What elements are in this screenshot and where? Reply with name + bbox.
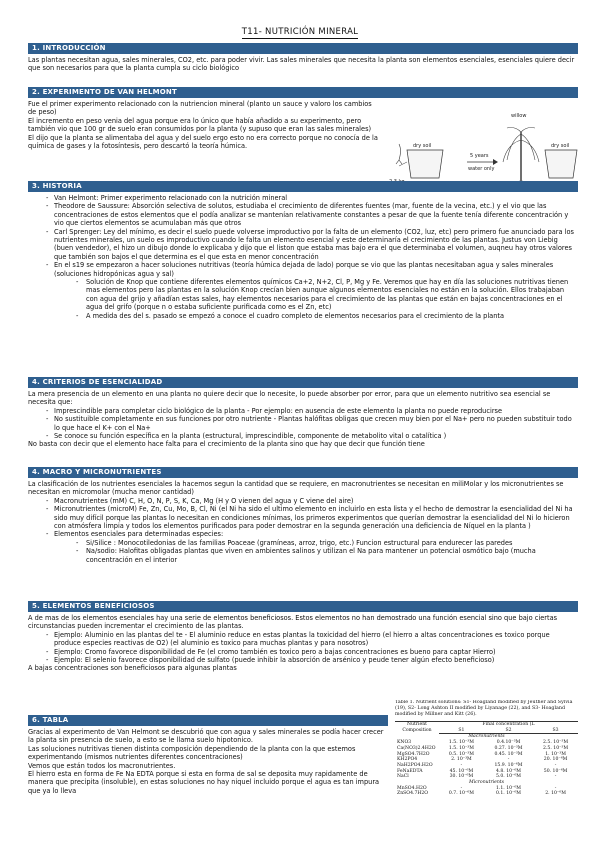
table-cell: 1.5. 10⁻³M: [448, 745, 474, 751]
section-header: 4. CRITERIOS DE ESENCIALIDAD: [28, 377, 578, 388]
list-item: - Micronutrientes (microM) Fe, Zn, Cu, Mo, B, Cl, Ni (el Ni ha sido el ultimo elemento en incluirlo en esta lista y el hecho de demostrar la esencialidad del Ni ha sido muy difícil porque las plantas lo necesitan en condiciones mínimas, los primeros experimentos que querían demostrar la esencialidad del Ni lo hicieron con atmósfera limpia y todos los elementos purificados para poder demostrar en la segunda generación una deficiencia de Níquel en la planta ): [46, 505, 573, 531]
tabla-paragraph: El hierro esta en forma de Fe Na EDTA porque si esta en forma de sal se deposita muy rapidamente de manera que precipita (insoluble), en estas soluciones no hay niquel incluido porque el agua es tan impura que ya lo lleva: [28, 770, 380, 795]
list-item: - Ejemplo: Cromo favorece disponibilidad de Fe (el cromo también es toxico pero a bajas concentraciones es bueno para captar Hierro): [46, 647, 496, 656]
table-cell: FeNaEDTA: [397, 768, 423, 774]
table-cell: -: [554, 774, 557, 780]
section-tabla: [28, 715, 388, 795]
figure-label-dry-soil: dry soil: [551, 143, 570, 149]
table-cell: 1. 10⁻³M: [545, 751, 566, 757]
table-cell: 2.5. 10⁻³M: [543, 740, 569, 746]
section-introduccion: [28, 43, 578, 73]
table-col-header: S3: [533, 728, 578, 734]
table-cell: 5.0. 10⁻⁶M: [495, 774, 522, 780]
list-item: - No sustituible completamente en sus funciones por otro nutriente - Plantas halófitas obligas que crecen muy bien por el Na+ pero no pueden substituir todo lo que hace el K+ con el Na+: [46, 415, 572, 432]
table-header: Nutrient Composition: [395, 722, 439, 734]
table-cell: 0.27. 10⁻³M: [494, 745, 523, 751]
table-cell: Ca(NO3)2.4H2O: [397, 745, 436, 751]
figure-label-willow: willow: [511, 113, 527, 119]
intro-text: Las plantas necesitan agua, sales minerales, CO2, etc. para poder vivir. Las sales minerales que necesita la planta son elementos esenciales, esenciales quiere decir que son necesarios para que la planta cumpla su ciclo biológico: [28, 56, 575, 73]
table-header: Final concentration (L: [439, 722, 578, 728]
section-header: 3. HISTORIA: [28, 181, 578, 192]
nutrient-data-table: [395, 721, 578, 797]
criterios-intro: La mera presencia de un elemento en una planta no quiere decir que lo necesite, lo puede absorber por error, para que un elemento nutritivo sea esencial se necesita que:: [28, 390, 551, 407]
table-cell: -: [554, 785, 557, 791]
table-cell: 15.9. 10⁻⁶M: [494, 762, 523, 768]
table-cell: 2. 10⁻³M: [451, 757, 472, 763]
nutrient-table: [395, 700, 580, 846]
section-header: 5. ELEMENTOS BENEFICIOSOS: [28, 601, 578, 612]
table-caption: Table 1. Nutrient solutions: S1- Hoagland modified by Jeuther and Sylvia (19), S2- Long Ashton II modified by Liyanage (22), and S3- Hoagland modified by Millner and Kitt (26).: [395, 700, 573, 717]
table-cell: 30. 10⁻⁶M: [449, 774, 474, 780]
page-title: T11- NUTRICIÓN MINERAL: [241, 27, 359, 37]
willow-experiment-illustration: [385, 112, 580, 190]
section-macro-micro: [28, 467, 578, 564]
helmont-paragraph: El incremento en peso venia del agua porque era lo único que había añadido a su experimento, pero también vio que 100 gr de suelo eran consumidos por la planta (y supuso que eran las sales minerales): [28, 116, 372, 134]
table-cell: 0.7. 10⁻⁶M: [448, 791, 474, 797]
macro-intro: La clasificación de los nutrientes esenciales la hacemos segun la cantidad que se requiere, en macronutrientes se necesitan en miliMolar y los micronutrientes se necesitan en micromolar (mucha menor cantidad): [28, 480, 564, 497]
table-group-label: Micronutrients: [468, 780, 505, 786]
table-cell: 20. 10⁻⁶M: [543, 757, 568, 763]
list-item: - Van Helmont: Primer experimento relacionado con la nutrición mineral: [46, 194, 288, 202]
sub-list-item: - Solución de Knop que contiene diferentes elementos químicos Ca+2, N+2, Cl, P, Mg y Fe. Veremos que hay en día las soluciones nutritivas tienen mas elementos pero las plantas en la solución Knop crecían bien aunque algunos elementos esenciales no están en la solución. Ellos trabajaban con agua del grijo y añadían estas sales, hay elementos necesarios para el crecimiento de las plantas que están en bajas concentraciones en el agua del grifo (porque n o estaba suficiente purificada como es el Zn, etc): [76, 278, 569, 312]
table-cell: 1.1. 10⁻⁶M: [495, 785, 522, 791]
section-header: 6. TABLA: [28, 715, 388, 726]
list-item: - Se conoce su función específica en la planta (estructural, imprescindible, componente de metabolito vital o catalítica ): [46, 432, 447, 441]
table-row: [395, 791, 578, 797]
section-header: 2. EXPERIMENTO DE VAN HELMONT: [28, 87, 578, 98]
helmont-paragraph: Fue el primer experimento relacionado con la nutriencion mineral (planto un sauce y valoro los cambios de peso): [28, 100, 372, 117]
van-helmont-figure: [385, 112, 580, 190]
list-item: - Elementos esenciales para determinadas especies:: [46, 530, 224, 539]
table-cell: -: [507, 757, 510, 763]
table-col-header: S1: [439, 728, 484, 734]
table-cell: -: [460, 785, 463, 791]
table-cell: MgSO4.7H2O: [397, 751, 430, 757]
beneficiosos-closing: A bajas concentraciones son beneficiosos para algunas plantas: [28, 664, 237, 673]
tabla-paragraph: Las soluciones nutritivas tienen distinta composición dependiendo de la planta con la que estemos experimentando (mismos nutrientes diferentes concentraciones): [28, 744, 356, 762]
sub-list-item: - Si/Silice : Monocotiledonias de las familias Poaceae (gramíneas, arroz, trigo, etc.) Funcion estructural para endurecer las paredes: [76, 538, 513, 547]
list-item: - Carl Sprenger: Ley del mínimo, es decir el suelo puede volverse improductivo por la falta de un elemento (CO2, luz, etc) pero primero fue anunciado para los nutrientes minerales, un suelo es improductivo cuando le falta un elemento esencial y este determinaría el crecimiento de las plantas. Justus von Liebig (buen vendedor), el hizo un dibujo donde lo explicaba y dijo que el liston que estaba mas bajo era el que determinaba el volumen, auqneu hay otros valores que también son bajos el que determina es el que esta en menor concentración: [46, 227, 574, 261]
table-cell: 0.5. 10⁻³M: [448, 751, 474, 757]
table-cell: 1.5. 10⁻³M: [448, 740, 474, 746]
section-beneficiosos: [28, 601, 578, 673]
section-historia: [28, 181, 578, 320]
list-item: - En el s19 se empezaron a hacer soluciones nutritivas (teoría húmica dejada de lado) porque se vio que las plantas necesitaban agua y sales minerales (soluciones hidropónicas agua y sal): [46, 261, 554, 278]
section-header: 4. MACRO Y MICRONUTRIENTES: [28, 467, 578, 478]
list-item: - Ejemplo: El selenio favorece disponibilidad de sulfato (puede inhibir la absorción de arsénico y peude tener algún efecto beneficioso): [46, 656, 495, 665]
table-cell: -: [460, 762, 463, 768]
table-cell: MnSO4.H2O: [397, 785, 427, 791]
section-criterios: [28, 377, 578, 449]
list-item: - Ejemplo: Aluminio en las plantas del te - El aluminio reduce en estas plantas la toxicidad del hierro (el hierro a altas concentraciones es toxico porque produce especies reactivas de O2) (el aluminio es toxico para muchas plantas y para nosotros): [46, 630, 550, 648]
table-cell: 50. 10⁻⁶M: [543, 768, 568, 774]
table-cell: 0.45. 10⁻³M: [494, 751, 523, 757]
tabla-paragraph: Vemos que están todos los macronutrientes.: [28, 761, 176, 770]
table-cell: 45. 10⁻⁶M: [449, 768, 474, 774]
tabla-paragraph: Gracias al experimento de Van Helmont se descubrió que con agua y sales minerales se podía hacer crecer la planta sin presencia de suelo, a esto se le llama suelo hipotonico.: [28, 728, 384, 745]
table-cell: KH2PO4: [397, 757, 418, 763]
sub-list-item: - A medida des del s. pasado se empezó a conoce el cuadro completo de elementos necesarios para el crecimiento de la planta: [76, 311, 505, 320]
table-cell: KNO3: [397, 740, 412, 746]
table-cell: 0.1. 10⁻⁶M: [495, 791, 522, 797]
table-col-header: S2: [484, 728, 533, 734]
table-cell: 4.8. 10⁻⁶M: [495, 768, 522, 774]
table-cell: -: [554, 762, 557, 768]
figure-label-dry-soil: dry soil: [413, 143, 432, 149]
beneficiosos-intro: A de mas de los elementos esenciales hay una serie de elementos beneficiosos. Estos elementos no han demostrado una función esencial sino que bajo ciertas circunstancias pueden incrementar el crecimiento de las plantas.: [28, 614, 558, 631]
figure-label-years: 5 years: [470, 153, 489, 159]
table-cell: 2. 10⁻⁶M: [545, 791, 566, 797]
figure-label-water-only: water only: [468, 166, 495, 172]
table-cell: ZnSO4.7H2O: [397, 791, 429, 797]
criterios-closing: No basta con decir que el elemento hace falta para el crecimiento de la planta sino que hay que decir que función tiene: [28, 440, 425, 449]
table-cell: NaH2PO4.H2O: [397, 762, 433, 768]
list-item: - Macronutrientes (mM) C, H, O, N, P, S, K, Ca, Mg (H y O vienen del agua y C viene del aire): [46, 496, 354, 505]
helmont-paragraph: El dijo que la planta se alimentaba del agua y del suelo ergo esto no era correcto porque no conocía de la química de gases y la fotosíntesis, pero descartó la teoría húmica.: [28, 133, 378, 151]
table-cell: 2.5. 10⁻³M: [543, 745, 569, 751]
list-item: - Imprescindible para completar ciclo biológico de la planta - Por ejemplo: en ausencia de este elemento la planta no puede reproducirse: [46, 406, 503, 415]
section-header: 1. INTRODUCCIÓN: [28, 43, 578, 54]
sub-list-item: - Na/sodio: Halofitas obligadas plantas que viven en ambientes salinos y utilizan el Na para mantener un potencial osmótico bajo (mucha concentración en el interior: [76, 547, 536, 564]
table-group-label: Macronutrients: [468, 734, 505, 740]
table-cell: NaCl: [397, 774, 409, 780]
table-cell: 0.4.10⁻³M: [496, 740, 521, 746]
list-item: - Theodore de Saussure: Absorción selectiva de solutos, estudiaba el crecimiento de diferentes fuentes (mar, fuente de la vecina, etc.) y el vio que las concentraciones de estos elementos que el podía analizar se mantenían relativamente constantes a pesar de que la fuente tenía diferente concentración y vio que ciertos elementos se acumulaban más que otros: [46, 202, 569, 228]
